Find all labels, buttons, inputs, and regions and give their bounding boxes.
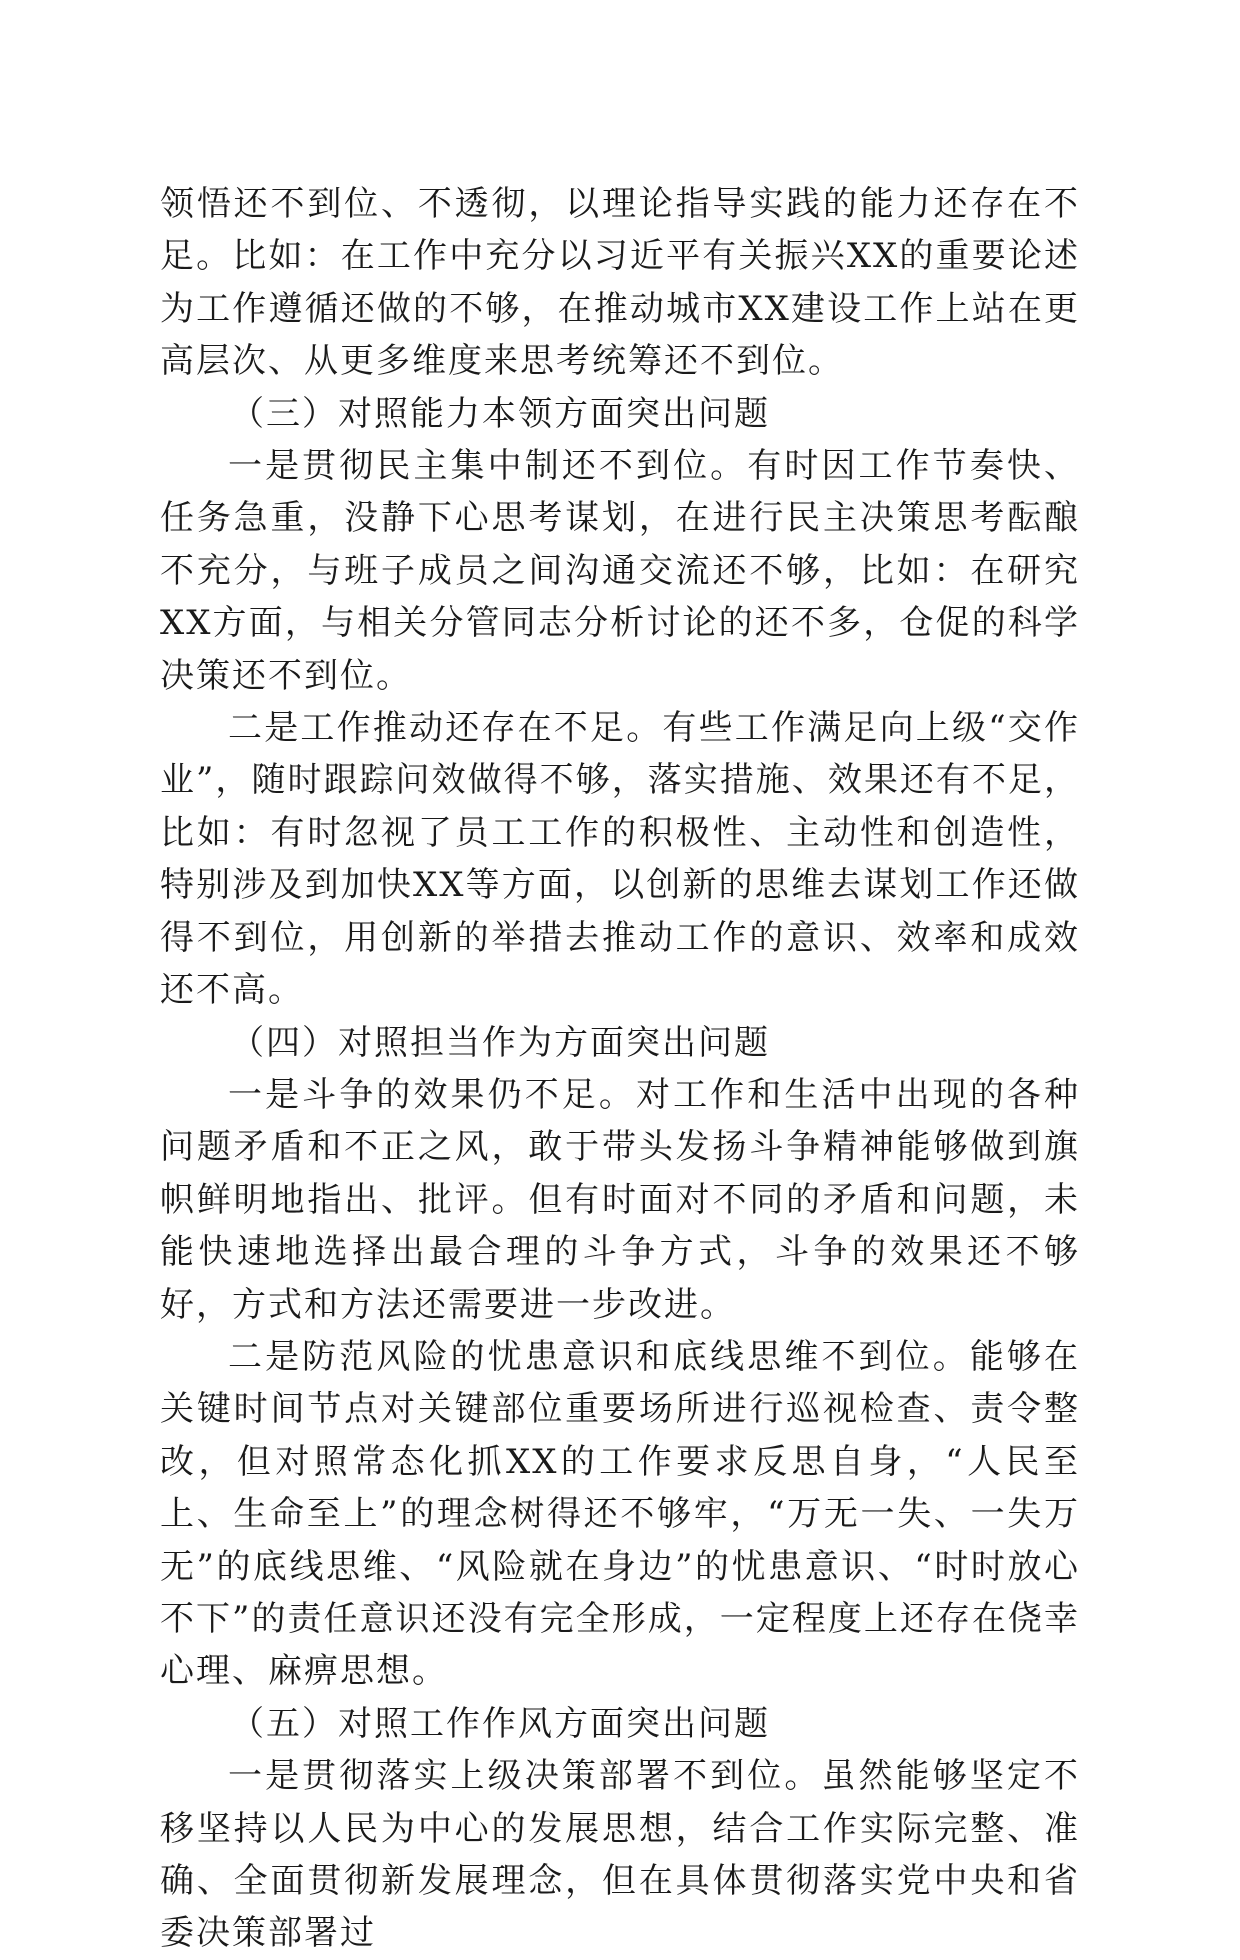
section-heading-3: （三）对照能力本领方面突出问题	[230, 393, 770, 434]
section-heading-4: （四）对照担当作为方面突出问题	[230, 1022, 770, 1063]
paragraph: 二是工作推动还存在不足。有些工作满足向上级“交作业”，随时跟踪问效做得不够，落实措施、效果还有不足，比如：有时忽视了员工工作的积极性、主动性和创造性，特别涉及到加快XX等方面，以创新的思维去谋划工作还做得不到位，用创新的举措去推动工作的意识、效率和成效还不高。	[160, 708, 1080, 1011]
section-heading-5: （五）对照工作作风方面突出问题	[230, 1703, 770, 1744]
document-page	[160, 178, 1080, 1960]
paragraph: 二是防范风险的忧患意识和底线思维不到位。能够在关键时间节点对关键部位重要场所进行巡视检查、责令整改，但对照常态化抓XX的工作要求反思自身，“人民至上、生命至上”的理念树得还不够牢，“万无一失、一失万无”的底线思维、“风险就在身边”的忧患意识、“时时放心不下”的责任意识还没有完全形成，一定程度上还存在侥幸心理、麻痹思想。	[160, 1336, 1080, 1692]
paragraph: 一是贯彻民主集中制还不到位。有时因工作节奏快、任务急重，没静下心思考谋划，在进行民主决策思考酝酿不充分，与班子成员之间沟通交流还不够，比如：在研究XX方面，与相关分管同志分析讨论的还不多，仓促的科学决策还不到位。	[160, 446, 1080, 696]
paragraph-continuation: 领悟还不到位、不透彻，以理论指导实践的能力还存在不足。比如：在工作中充分以习近平有关振兴XX的重要论述为工作遵循还做的不够，在推动城市XX建设工作上站在更高层次、从更多维度来思考统筹还不到位。	[160, 184, 1080, 382]
paragraph: 一是斗争的效果仍不足。对工作和生活中出现的各种问题矛盾和不正之风，敢于带头发扬斗争精神能够做到旗帜鲜明地指出、批评。但有时面对不同的矛盾和问题，未能快速地选择出最合理的斗争方式，斗争的效果还不够好，方式和方法还需要进一步改进。	[160, 1074, 1080, 1325]
paragraph: 一是贯彻落实上级决策部署不到位。虽然能够坚定不移坚持以人民为中心的发展思想，结合工作实际完整、准确、全面贯彻新发展理念，但在具体贯彻落实党中央和省委决策部署过	[160, 1756, 1080, 1954]
